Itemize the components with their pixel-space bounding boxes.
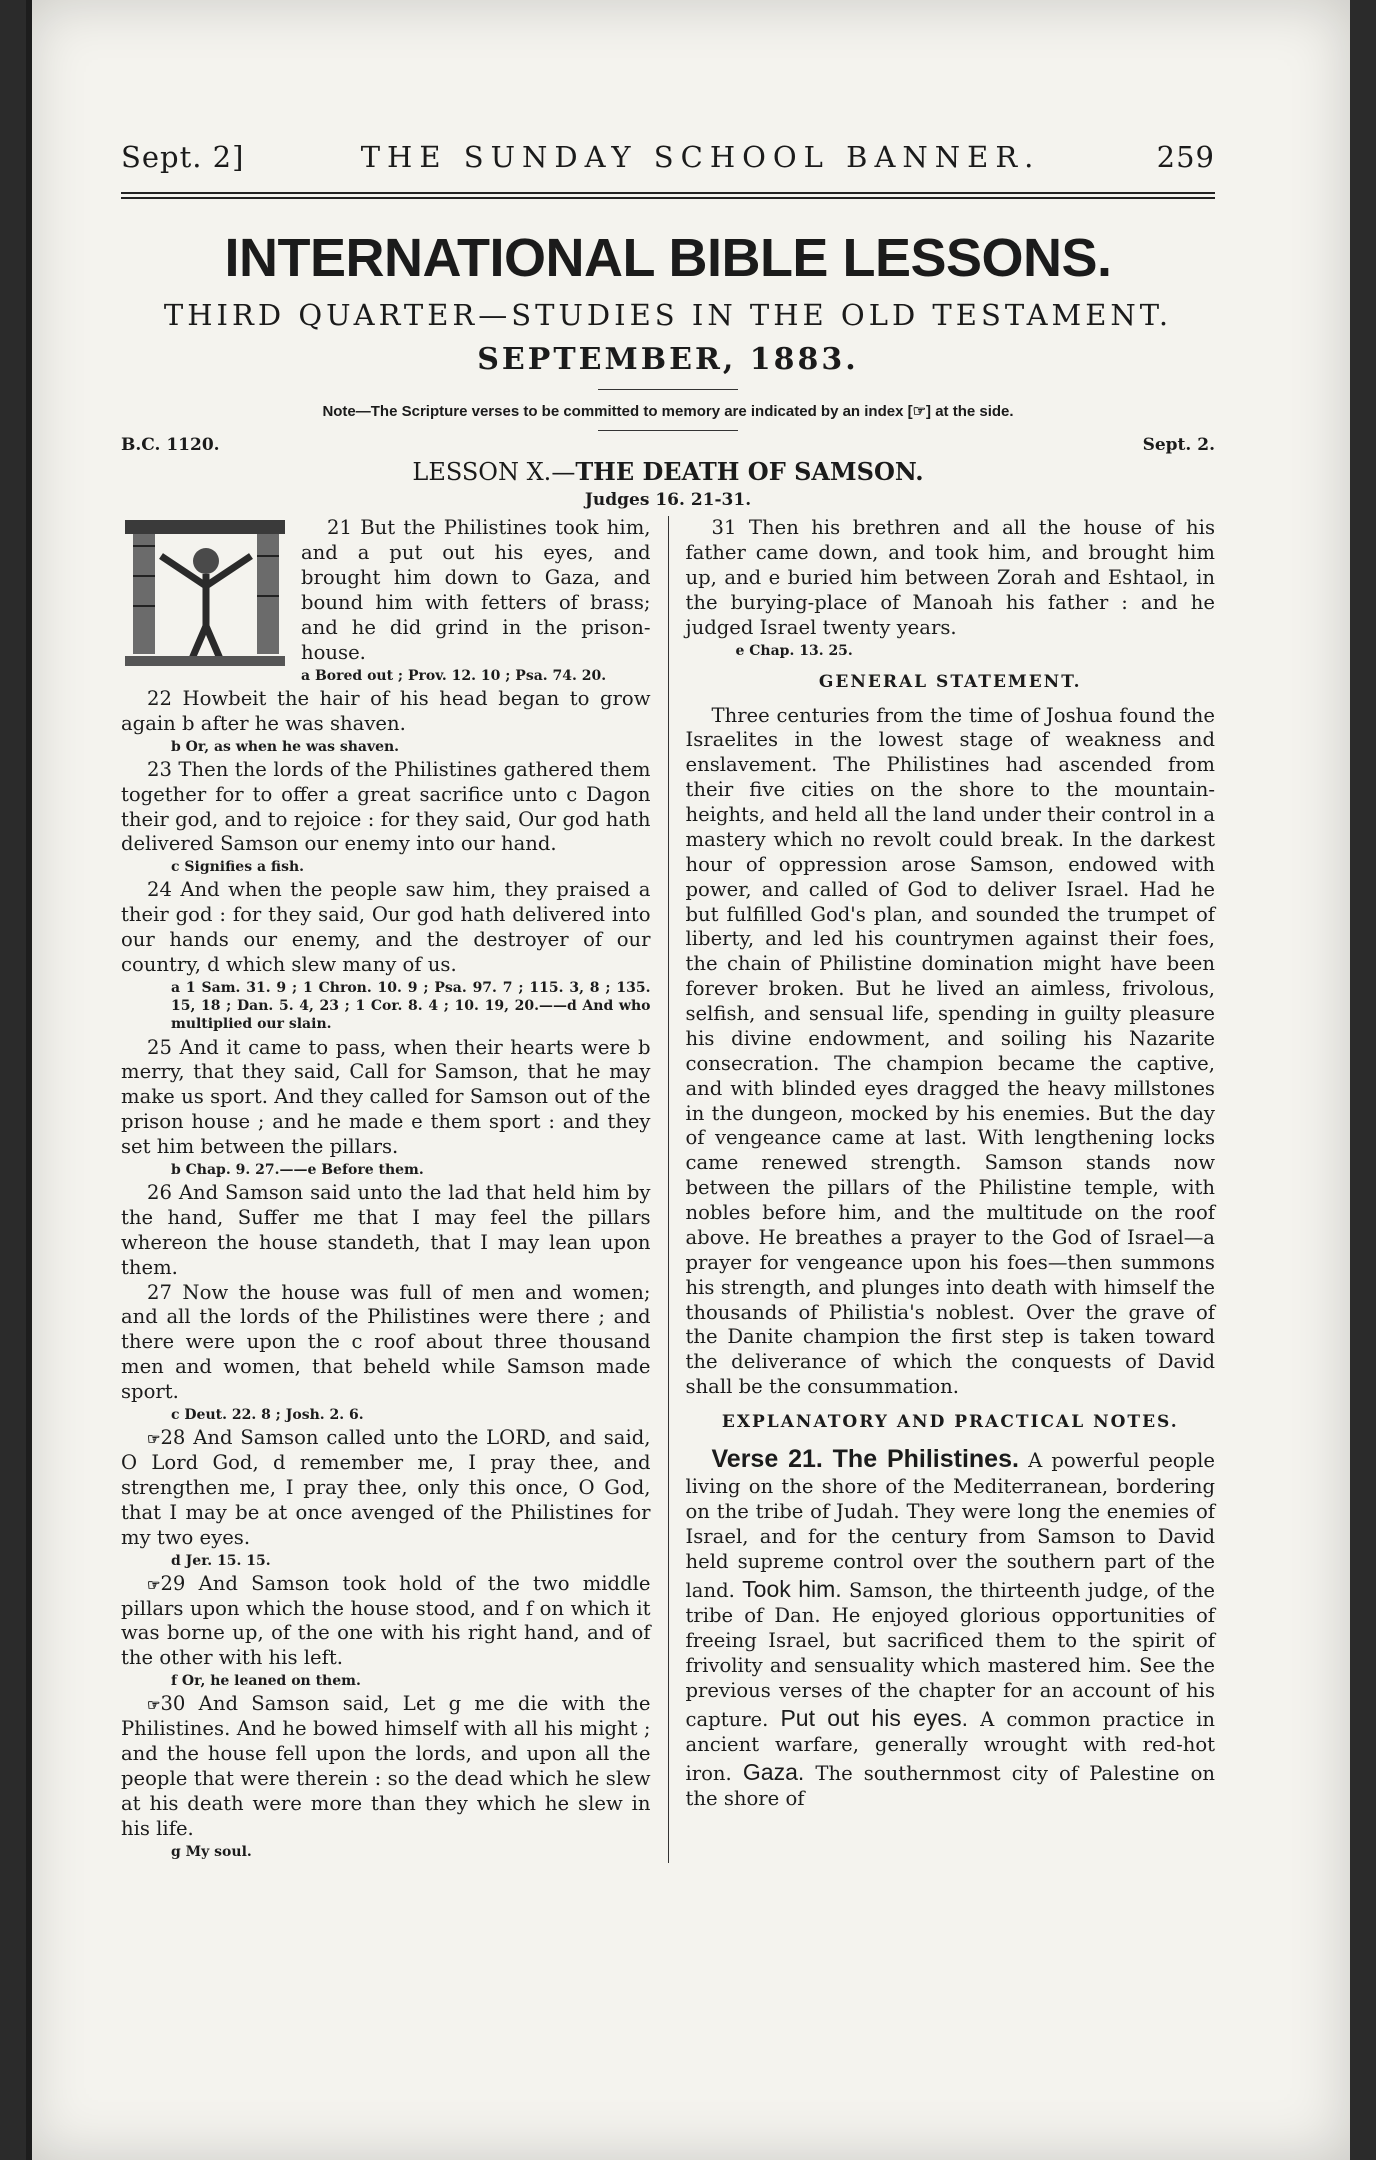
general-statement-heading: GENERAL STATEMENT. [818, 671, 1082, 692]
verse-21: 21 But the Philistines took him, and a put out his eyes, and brought him down to Gaza, and bound him with fetters of brass; and he did grind in the prison-house. [301, 516, 651, 664]
scripture-reference: Judges 16. 21-31. [584, 490, 752, 511]
verse-26: 26 And Samson said unto the lad that held him by the hand, Suffer me that I may feel the pillars whereon the house standeth, that I may lean upon them. [121, 1181, 651, 1279]
verse-25: 25 And it came to pass, when their hearts were b merry, that they said, Call for Samson, that he may make us sport. And they called for Samson out of the prison house ; and he made e them sport : and they set him between the pillars. [121, 1035, 651, 1159]
footnote: a Bored out ; Prov. 12. 10 ; Psa. 74. 20. [301, 667, 607, 684]
lesson-name: THE DEATH OF SAMSON. [575, 457, 924, 487]
book-page [26, 0, 1350, 2160]
note-label-verse21: Verse 21. The Philistines. [711, 1444, 1019, 1473]
verse-22: 22 Howbeit the hair of his head began to grow again b after he was shaven. [121, 686, 651, 735]
main-title: INTERNATIONAL BIBLE LESSONS. [224, 228, 1112, 288]
footnote: c Signifies a fish. [171, 859, 305, 876]
notes-heading: EXPLANATORY AND PRACTICAL NOTES. [721, 1412, 1179, 1433]
notes-paragraph [686, 1444, 1216, 1812]
running-header [121, 140, 1215, 174]
note-label-took: Took him. [742, 1575, 842, 1602]
scripture-column [121, 516, 668, 1862]
lesson-date: Sept. 2. [1142, 435, 1215, 456]
divider [598, 430, 738, 431]
month-heading: SEPTEMBER, 1883. [477, 342, 859, 378]
header-date: Sept. 2] [121, 140, 245, 174]
samson-pillars-illustration [121, 516, 291, 671]
verse-23: 23 Then the lords of the Philistines gathered them together for to offer a great sacrifice unto c Dagon their god, and to rejoice : for they said, Our god hath delivered Samson our enemy into our hand. [121, 757, 651, 856]
subtitle: THIRD QUARTER—STUDIES IN THE OLD TESTAMENT. [163, 298, 1173, 333]
note-text: A powerful people living on the shore of the Mediterranean, bordering on the tribe of Judah. They were long the enemies of Israel, and for the century from Samson to David held supreme control over the southern part of the land. [685, 1448, 1215, 1602]
header-publication: THE SUNDAY SCHOOL BANNER. [360, 140, 1041, 174]
footnote: g My soul. [171, 1843, 252, 1860]
header-rule [121, 192, 1215, 199]
lesson-title [121, 457, 1215, 486]
pointing-hand-icon: ☞ [147, 1575, 161, 1594]
memory-note: Note—The Scripture verses to be committed to memory are indicated by an index [☞] at the side. [322, 403, 1014, 421]
page-number: 259 [1156, 140, 1215, 174]
footnote: a 1 Sam. 31. 9 ; 1 Chron. 10. 9 ; Psa. 97. 7 ; 115. 3, 8 ; 135. 15, 18 ; Dan. 5. 4, 23 ; 1 Cor. 8. 4 ; 10. 19, 20.——d And who multiplied our slain. [171, 979, 651, 1033]
note-text: A common practice in ancient warfare, generally wrought with red-hot iron. [685, 1707, 1215, 1785]
verse-29 [121, 1572, 651, 1672]
footnote: f Or, he leaned on them. [171, 1673, 361, 1690]
page-content [121, 140, 1215, 1863]
footnote: c Deut. 22. 8 ; Josh. 2. 6. [171, 1406, 364, 1423]
note-text: The southernmost city of Palestine on the shore of [685, 1761, 1216, 1810]
verse-28-text: 28 And Samson called unto the LORD, and said, O Lord God, d remember me, I pray thee, and strengthen me, I pray thee, only this once, O God, that I may be at once avenged of the Philistines for my two eyes. [121, 1426, 651, 1549]
verse-30-text: 30 And Samson said, Let g me die with the Philistines. And he bowed himself with all his might ; and the house fell upon the lords, and upon all the people that were therein : so the dead which he slew at his death were more than they which he slew in his life. [121, 1692, 651, 1840]
verse-28 [121, 1426, 651, 1550]
lesson-era: B.C. 1120. [121, 435, 220, 456]
note-text: Samson, the thirteenth judge, of the tribe of Dan. He enjoyed glorious opportunities of freeing Israel, but sacrificed them to the spirit of frivolity and sensuality which mastered him. See the previous verses of the chapter for an account of his capture. [685, 1578, 1215, 1731]
footnote: d Jer. 15. 15. [171, 1552, 271, 1569]
two-column-body [121, 516, 1215, 1862]
lesson-meta [121, 435, 1215, 455]
commentary-column [668, 516, 1216, 1862]
verse-31: 31 Then his brethren and all the house of his father came down, and took him, and brought him up, and e buried him between Zorah and Eshtaol, in the burying-place of Manoah his father : and he judged Israel twenty years. [685, 516, 1215, 639]
verse-24: 24 And when the people saw him, they praised a their god : for they said, Our god hath delivered into our hands our enemy, and the destroyer of our country, d which slew many of us. [121, 878, 651, 977]
verse-27: 27 Now the house was full of men and women; and all the lords of the Philistines were there ; and there were upon the c roof about three thousand men and women, that beheld while Samson made sport. [121, 1280, 651, 1404]
footnote: e Chap. 13. 25. [735, 642, 853, 659]
pointing-hand-icon: ☞ [147, 1430, 161, 1449]
general-statement-text: Three centuries from the time of Joshua found the Israelites in the lowest stage of weakness and enslavement. The Philistines had ascended from their five cities on the shore to the mountain-heights, and held all the land under their control in a mastery which no revolt could break. In the darkest hour of oppression arose Samson, endowed with power, and called of God to deliver Israel. Had he but fulfilled God's plan, and sounded the trumpet of liberty, and led his countrymen against their foes, the chain of Philistine domination might have been forever broken. But he lived an aimless, frivolous, selfish, and sensual life, spending in guilty pleasure his divine endowment, and soiling his Nazarite consecration. The champion became the captive, and with blinded eyes dragged the heavy millstones in the dungeon, mocked by his enemies. But the day of vengeance came at last. With lengthening locks came renewed strength. Samson stands now between the pillars of the Philistine temple, with nobles before him, and the multitude on the roof above. He breathes a prayer to the God of Israel—a prayer for vengeance upon his foes—then summons his strength, and plunges into death with himself the thousands of Philistia's noblest. Over the grave of the Danite champion the first step is taken toward the deliverance of which the conquests of David shall be the consummation. [685, 703, 1215, 1399]
note-label-eyes: Put out his eyes. [780, 1704, 969, 1731]
page-binding-edge [26, 0, 32, 2160]
verse-29-text: 29 And Samson took hold of the two middle pillars upon which the house stood, and f on which it was borne up, of the one with his right hand, and of the other with his left. [121, 1571, 651, 1670]
lesson-number: LESSON X.— [412, 458, 576, 487]
verse-30 [121, 1692, 651, 1841]
note-label-gaza: Gaza. [742, 1758, 805, 1785]
footnote: b Chap. 9. 27.——e Before them. [171, 1161, 424, 1178]
footnote: b Or, as when he was shaven. [171, 738, 400, 755]
divider [598, 389, 738, 390]
pointing-hand-icon: ☞ [147, 1696, 161, 1715]
